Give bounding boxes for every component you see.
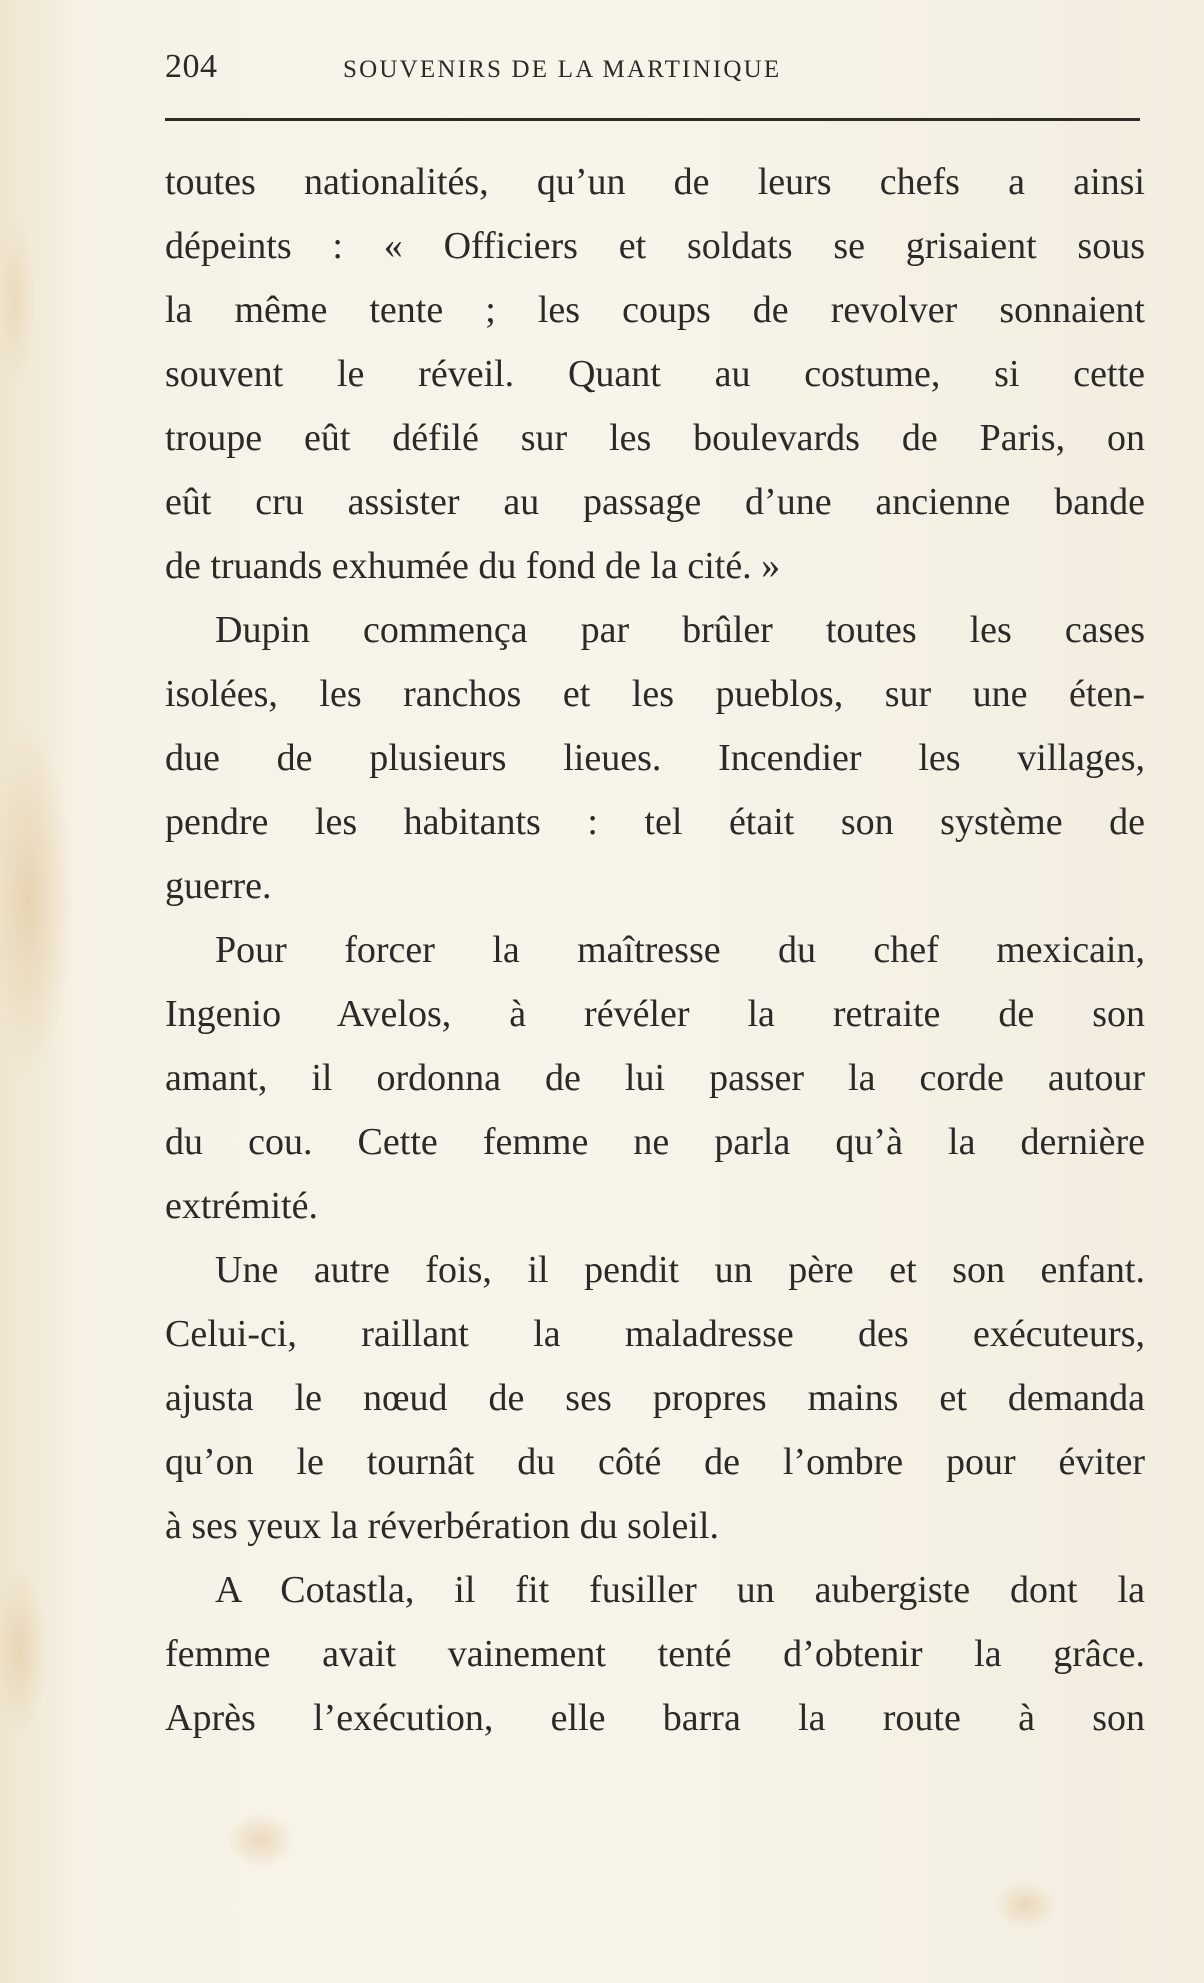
text-line: dépeints : « Officiers et soldats se grisaient sous <box>165 225 1145 267</box>
text-line: du cou. Cette femme ne parla qu’à la dernière <box>165 1121 1145 1163</box>
header-rule <box>165 118 1140 121</box>
text-line: isolées, les ranchos et les pueblos, sur une éten- <box>165 673 1145 715</box>
text-line: la même tente ; les coups de revolver sonnaient <box>165 289 1145 331</box>
page-number: 204 <box>165 48 218 85</box>
text-line: ajusta le nœud de ses propres mains et demanda <box>165 1377 1145 1419</box>
text-line: souvent le réveil. Quant au costume, si cette <box>165 353 1145 395</box>
body-text <box>165 150 1145 1750</box>
text-line: pendre les habitants : tel était son système de <box>165 801 1145 843</box>
text-line: qu’on le tournât du côté de l’ombre pour éviter <box>165 1441 1145 1483</box>
text-line: Pour forcer la maîtresse du chef mexicain, <box>215 929 1145 971</box>
text-line: Dupin commença par brûler toutes les cases <box>215 609 1145 651</box>
text-line: toutes nationalités, qu’un de leurs chefs a ainsi <box>165 161 1145 203</box>
text-line: femme avait vainement tenté d’obtenir la grâce. <box>165 1633 1145 1675</box>
text-line: eût cru assister au passage d’une ancienne bande <box>165 481 1145 523</box>
text-line: amant, il ordonna de lui passer la corde autour <box>165 1057 1145 1099</box>
text-line: Ingenio Avelos, à révéler la retraite de son <box>165 993 1145 1035</box>
text-line: à ses yeux la réverbération du soleil. <box>165 1505 719 1547</box>
text-line: Après l’exécution, elle barra la route à son <box>165 1697 1145 1739</box>
text-line: troupe eût défilé sur les boulevards de Paris, on <box>165 417 1145 459</box>
text-line: de truands exhumée du fond de la cité. » <box>165 545 781 587</box>
text-line: guerre. <box>165 865 272 907</box>
text-line: extrémité. <box>165 1185 318 1227</box>
text-line: Celui-ci, raillant la maladresse des exécuteurs, <box>165 1313 1145 1355</box>
text-line: Une autre fois, il pendit un père et son enfant. <box>215 1249 1145 1291</box>
page-header <box>165 48 1140 98</box>
text-line: A Cotastla, il fit fusiller un aubergiste dont la <box>215 1569 1145 1611</box>
text-line: due de plusieurs lieues. Incendier les villages, <box>165 737 1145 779</box>
running-title: SOUVENIRS DE LA MARTINIQUE <box>343 56 782 83</box>
